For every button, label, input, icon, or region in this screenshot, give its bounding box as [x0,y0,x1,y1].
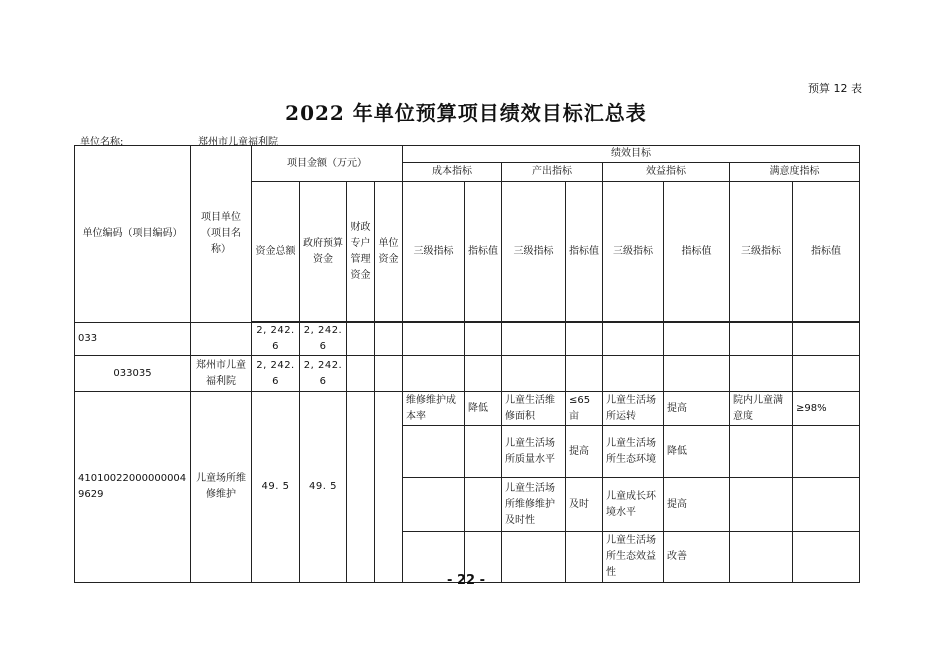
benefit-value: 改善 [664,532,730,583]
satisfaction-value [793,478,860,532]
row-033035-total: 2, 242. 6 [252,356,300,392]
output-indicator: 儿童生活场所质量水平 [502,426,566,478]
benefit-value: 提高 [664,478,730,532]
header-satisfaction-value: 指标值 [793,182,860,322]
project-total: 49. 5 [252,392,300,583]
header-cost-level3: 三级指标 [403,182,465,322]
table-row [75,392,860,426]
cost-indicator [403,478,465,532]
output-value: 提高 [566,426,603,478]
header-row-1 [75,146,860,163]
header-unit-funds: 单位资金 [375,182,403,322]
header-satisfaction-indicator: 满意度指标 [730,163,860,182]
row-033-name [191,323,252,356]
performance-goals-table [74,145,860,583]
benefit-indicator: 儿童生活场所生态效益性 [603,532,664,583]
output-indicator: 儿童生活维修面积 [502,392,566,426]
header-gov-budget-funds: 政府预算资金 [300,182,347,322]
header-project-unit: 项目单位（项目名称） [191,146,252,323]
header-performance-goal: 绩效目标 [403,146,860,163]
row-033-total: 2, 242. 6 [252,323,300,356]
satisfaction-value [793,426,860,478]
benefit-value: 提高 [664,392,730,426]
header-output-indicator: 产出指标 [502,163,603,182]
cost-indicator: 维修维护成本率 [403,392,465,426]
benefit-indicator: 儿童生活场所运转 [603,392,664,426]
header-cost-indicator: 成本指标 [403,163,502,182]
benefit-indicator: 儿童成长环境水平 [603,478,664,532]
satisfaction-value: ≥98% [793,392,860,426]
header-total-funds: 资金总额 [252,182,300,322]
output-value: ≤65亩 [566,392,603,426]
row-033035-name: 郑州市儿童福利院 [191,356,252,392]
header-output-level3: 三级指标 [502,182,566,322]
benefit-value: 降低 [664,426,730,478]
header-fiscal-special-funds: 财政专户管理资金 [347,182,375,322]
header-output-value: 指标值 [566,182,603,322]
row-033-gov: 2, 242. 6 [300,323,347,356]
unit-name-value: 郑州市儿童福利院 [198,137,278,148]
row-033035-code: 033035 [75,356,191,392]
header-cost-value: 指标值 [465,182,502,322]
header-benefit-level3: 三级指标 [603,182,664,322]
cost-value [465,426,502,478]
satisfaction-indicator [730,478,793,532]
header-unit-code: 单位编码（项目编码） [75,146,191,323]
header-project-amount: 项目金额（万元） [252,146,403,182]
row-033035-gov: 2, 242. 6 [300,356,347,392]
table-row [75,356,860,392]
header-benefit-indicator: 效益指标 [603,163,730,182]
header-satisfaction-level3: 三级指标 [730,182,793,322]
cost-value: 降低 [465,392,502,426]
header-benefit-value: 指标值 [664,182,730,322]
project-name: 儿童场所维修维护 [191,392,252,583]
page-number: - 22 - [447,573,485,588]
page-title: 2022 年单位预算项目绩效目标汇总表 [285,101,647,125]
row-033-code: 033 [75,323,191,356]
benefit-indicator: 儿童生活场所生态环境 [603,426,664,478]
table-row [75,323,860,356]
satisfaction-indicator: 院内儿童满意度 [730,392,793,426]
unit-name-label: 单位名称: [80,137,124,148]
project-gov: 49. 5 [300,392,347,583]
cost-value [465,478,502,532]
output-indicator: 儿童生活场所维修维护及时性 [502,478,566,532]
cost-indicator [403,426,465,478]
table-number-label: 预算 12 表 [808,82,862,95]
satisfaction-indicator [730,426,793,478]
output-value: 及时 [566,478,603,532]
project-code: 410100220000000049629 [75,392,191,583]
